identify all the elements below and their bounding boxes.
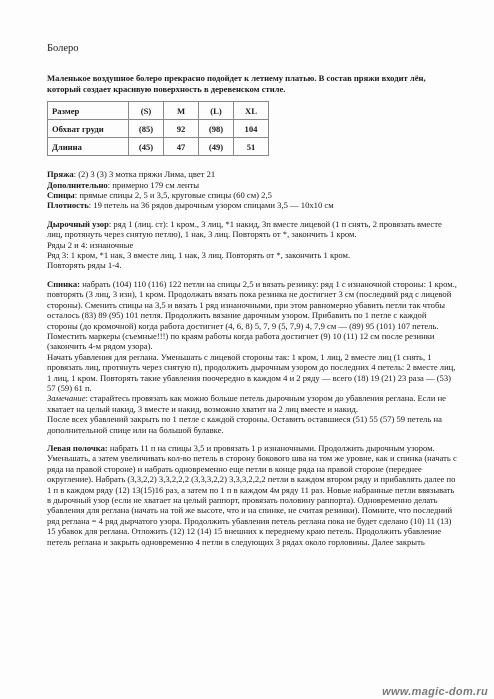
table-cell: XL [234, 102, 269, 120]
label: Дырочный узор [47, 218, 109, 229]
left-front-section [47, 443, 457, 547]
table-cell: 47 [164, 138, 199, 156]
watermark: www.magic-dom.ru [382, 685, 488, 698]
table-cell: Длинна [48, 138, 129, 156]
intro-paragraph: Маленькое воздушное болеро прекрасно подойдет к летнему платью. В состав пряжи входит лён, который создает красивую поверхность в деревенском стиле. [47, 73, 426, 94]
table-cell: 92 [164, 120, 199, 138]
table-cell: 104 [234, 120, 269, 138]
label: Левая полочка: [47, 442, 108, 453]
table-cell: 51 [234, 138, 269, 156]
value: : прямые спицы 2, 5 и 3,5, круговые спицы (60 см) 2,5 [74, 190, 272, 201]
table-cell: (49) [199, 138, 234, 156]
value: : примерно 179 см ленты [107, 179, 200, 190]
back-end: После всех убавлений закрыть по 1 петле с каждой стороны. Оставить оставшиеся (51) 55 (57) 59 петель на дополнительной спице или на большой булавке. [47, 414, 442, 435]
table-cell: Размер [48, 102, 129, 120]
label: Пряжа [47, 169, 74, 180]
value: : ряд 1 (лиц. ст): 1 кром., 3 лиц, *1 накид, 3п вместе лицевой (1 п снять, 2 провязать вместе лиц, протянуть через снятую петлю), 1 нак, 3 лиц. Повторять от *, закончить 1 кром. [47, 218, 442, 240]
table-cell: (S) [129, 102, 164, 120]
materials-extra [47, 180, 457, 190]
materials-yarn [47, 169, 457, 179]
materials-needles [47, 190, 457, 200]
size-table [47, 101, 269, 156]
table-row [48, 138, 269, 156]
value: : (2) 3 (3) 3 мотка пряжи Лима, цвет 21 [73, 169, 216, 180]
size-table-header [48, 102, 269, 120]
lace-pattern [47, 219, 457, 240]
table-cell: (98) [199, 120, 234, 138]
table-cell: Обхват груди [48, 120, 129, 138]
label: Плотность [47, 200, 89, 211]
back-note [47, 393, 457, 414]
lace-row3: Ряд 3: 1 кром, *1 нак, 3 вместе лиц, 1 нак, 3 лиц. Повторять от *, закончить 1 кром. [47, 250, 351, 261]
table-row [48, 120, 269, 138]
table-cell: M [164, 102, 199, 120]
back-raglan: Начать убавления для реглана. Уменьшать с лицевой стороны так: 1 кром, 1 лиц, 2 вместе лиц (1 снять, 1 провязать лиц, протянуть через снятую п), продолжить дырочным узором до последних 4 петель: 2 вместе лиц, 1 лиц, 1 кром. Повторять такие убавления поочередно в каждом 4 и 2 ряду — всего (18) 19 (21) 23 раза — (53) 57 (59) 61 п. [47, 351, 456, 393]
value: набрать 11 п на спицы 3,5 и провязать 1 р изнаночными. Продолжить дырочным узором. Уменьшать, а затем увеличивать кол-во петель в сторону бокового шва на том же уровне, как и спинка (начать с ряда на правой стороне) и набрать одновременно еще петли в конце ряда на правой стороне (переднее округление). Набрать (3,3,2,2) 3,3,2,2,2 (3,3,3,2,2) 3,3,3,2,2,2 петли в каждом втором ряду и прибавлять далее по 1 п в каждом ряду (12) 13(15)16 раз, а затем по 1 п в каждом 4м ряду 11 раз. Новые набранные петли ввязывать в дырочный узор (если не хватает на целый раппорт, провязать половину раппорта). Одновременно делать убавления для реглана (начать на той же высоте, что и на спинке, не считая резинки). Помните, что последний ряд реглана = 4 ряд дырчатого узора. Продолжить убавления петель реглана пока не будет сделано (10) 11 (13) 15 убавок для реглана. Отложить (12) 12 (14) 15 внешних к переднему краю петель. Продолжить убавление петель реглана и закрыть одновременно 4 петли в следующих 3 рядах около горловины. Далее закрыть [47, 442, 457, 547]
label: Дополнительно [47, 179, 108, 190]
materials-gauge [47, 200, 457, 210]
document-title: Болеро [47, 43, 79, 54]
value: : 19 петель на 36 рядов дырочным узором спицами 3,5 — 10х10 см [88, 200, 334, 211]
lace-repeat: Повторять ряды 1-4. [47, 260, 122, 271]
label: Спинка: [47, 278, 81, 289]
table-cell: (85) [129, 120, 164, 138]
value: : старайтесь провязать как можно больше петель дырочным узором до убавления реглана. Если не хватает на целый накид, 3 вместе и накид, возможно хватит на 2 лиц вместе и накид. [47, 393, 446, 414]
table-cell: (L) [199, 102, 234, 120]
value: набрать (104) 110 (116) 122 петли на спицы 2,5 и вязать резинку: ряд 1 с изнаночной стороны: 1 кром., повторять (3 лиц, 3 изн), 1 кром. Продолжать вязать пока резинка не достигнет 3 см (последний ряд с лицевой стороны). Сменить спицы на 3,5 и вязать 1 ряд изнаночными, при этом равномерно убавить петли так чтобы осталось (83) 89 (95) 101 петля. Продолжить вязание дарочным узором. Прибавить по 1 петле с каждой стороны (до кромочной) когда работа достигнет (4, 6, 8) 5, 7, 9 (5, 7,9) 4, 7,9 см — (89) 95 (101) 107 петель. Поместить маркеры (съемные!!!) по краям работы когда работа достигнет (9) 10 (11) 12 см после резинки (закончить 4-м рядом узора). [47, 278, 457, 352]
label: Спицы [47, 190, 75, 201]
table-cell: (45) [129, 138, 164, 156]
document-body [47, 44, 457, 547]
label: Замечание [47, 393, 86, 404]
back-section [47, 279, 457, 352]
lace-row2: Ряды 2 и 4: изнаночные [47, 239, 134, 250]
